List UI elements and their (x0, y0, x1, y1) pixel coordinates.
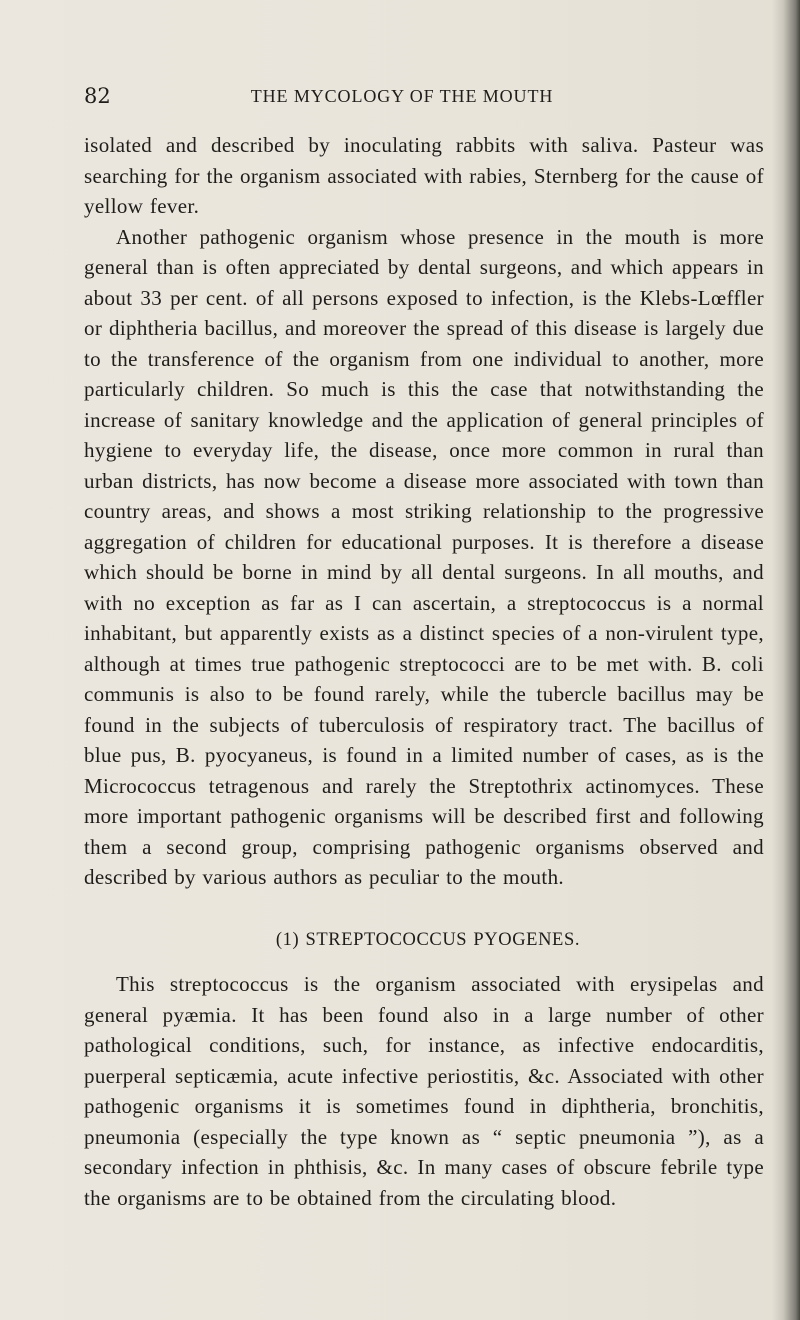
paragraph-streptococcus: This streptococcus is the organism associated with erysipelas and general pyæmia. It has been found also in a large number of other pathological conditions, such, for instance, as infective endocarditis, puerperal septicæmia, acute infective periostitis, &c. Associated with other pathogenic organisms it is sometimes found in diphtheria, bronchitis, pneumonia (especially the type known as “ septic pneumonia ”), as a secondary infection in phthisis, &c. In many cases of obscure febrile type the organisms are to be obtained from the circulating blood. (84, 972, 764, 1210)
paragraph-diphtheria: Another pathogenic organism whose presence in the mouth is more general than is often appreciated by dental surgeons, and which appears in about 33 per cent. of all persons exposed to infection, is the Klebs-Lœffler or diphtheria bacillus, and moreover the spread of this disease is largely due to the transference of the organism from one individual to another, more particularly children. So much is this the case that notwithstanding the increase of sanitary knowledge and the application of general principles of hygiene to everyday life, the disease, once more common in rural than urban districts, has now become a disease more associated with town than country areas, and shows a most striking relationship to the progressive aggregation of children for educational purposes. It is therefore a disease which should be borne in mind by all dental surgeons. In all mouths, and with no exception as far as I can ascertain, a streptococcus is a normal inhabitant, but apparently exists as a distinct species of a non-virulent type, although at times true pathogenic streptococci are to be met with. B. coli communis is also to be found rarely, while the tubercle bacillus may be found in the subjects of tuberculosis of respiratory tract. The bacillus of blue pus, B. pyocyaneus, is found in a limited number of cases, as is the Micrococcus tetragenous and rarely the Streptothrix actinomyces. These more important pathogenic organisms will be described first and following them a second group, comprising pathogenic organisms observed and described by various authors as peculiar to the mouth. (84, 224, 764, 889)
paragraph-continuation: isolated and described by inoculating rabbits with saliva. Pasteur was searching for the organism associated with rabies, Sternberg for the cause of yellow fever. (84, 133, 764, 218)
page-header (84, 84, 704, 112)
page-number: 82 (84, 84, 111, 108)
running-head: THE MYCOLOGY OF THE MOUTH (250, 86, 554, 106)
body-text (84, 130, 764, 1213)
section-heading: (1) STREPTOCOCCUS PYOGENES. (275, 929, 581, 950)
binding-edge-shadow (772, 0, 800, 1320)
